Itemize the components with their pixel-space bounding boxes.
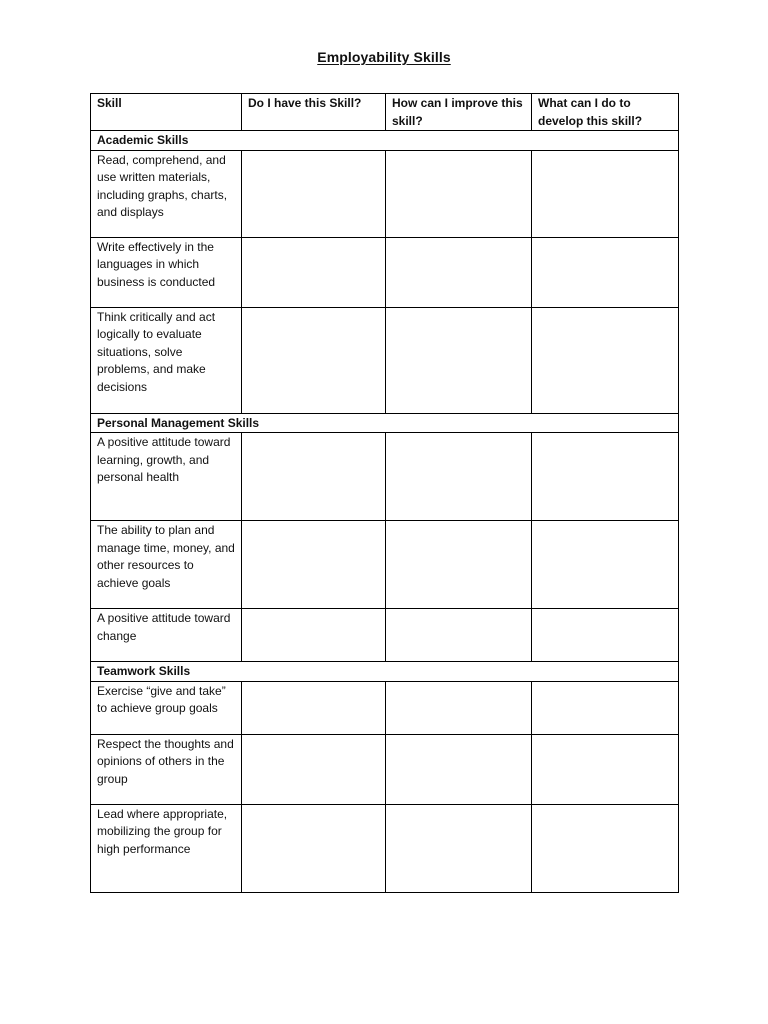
have-skill-cell[interactable]: [242, 804, 386, 892]
table-row: [91, 433, 679, 521]
have-skill-cell[interactable]: [242, 734, 386, 804]
header-have-skill: Do I have this Skill?: [242, 94, 386, 131]
have-skill-cell[interactable]: [242, 150, 386, 237]
skill-cell: A positive attitude toward learning, growth, and personal health: [91, 433, 242, 521]
have-skill-cell[interactable]: [242, 307, 386, 413]
skill-cell: Read, comprehend, and use written materials, including graphs, charts, and displays: [91, 150, 242, 237]
skills-table: [90, 93, 679, 893]
improve-skill-cell[interactable]: [386, 150, 532, 237]
table-row: [91, 307, 679, 413]
section-label: Personal Management Skills: [91, 413, 679, 433]
table-row: [91, 150, 679, 237]
improve-skill-cell[interactable]: [386, 734, 532, 804]
improve-skill-cell[interactable]: [386, 521, 532, 609]
have-skill-cell[interactable]: [242, 237, 386, 307]
section-label: Teamwork Skills: [91, 662, 679, 682]
page-title: Employability Skills: [317, 49, 451, 65]
develop-skill-cell[interactable]: [532, 804, 679, 892]
header-improve-skill: How can I improve this skill?: [386, 94, 532, 131]
have-skill-cell[interactable]: [242, 681, 386, 734]
skill-cell: Respect the thoughts and opinions of others in the group: [91, 734, 242, 804]
improve-skill-cell[interactable]: [386, 804, 532, 892]
table-row: [91, 804, 679, 892]
have-skill-cell[interactable]: [242, 609, 386, 662]
have-skill-cell[interactable]: [242, 521, 386, 609]
table-row: [91, 237, 679, 307]
improve-skill-cell[interactable]: [386, 307, 532, 413]
header-develop-skill: What can I do to develop this skill?: [532, 94, 679, 131]
section-row-teamwork: [91, 662, 679, 682]
skill-cell: Think critically and act logically to evaluate situations, solve problems, and make decisions: [91, 307, 242, 413]
section-label: Academic Skills: [91, 131, 679, 151]
have-skill-cell[interactable]: [242, 433, 386, 521]
improve-skill-cell[interactable]: [386, 681, 532, 734]
skill-cell: Exercise “give and take” to achieve group goals: [91, 681, 242, 734]
develop-skill-cell[interactable]: [532, 237, 679, 307]
develop-skill-cell[interactable]: [532, 681, 679, 734]
develop-skill-cell[interactable]: [532, 734, 679, 804]
improve-skill-cell[interactable]: [386, 237, 532, 307]
improve-skill-cell[interactable]: [386, 609, 532, 662]
develop-skill-cell[interactable]: [532, 307, 679, 413]
section-row-personal-management: [91, 413, 679, 433]
table-row: [91, 609, 679, 662]
table-row: [91, 681, 679, 734]
table-row: [91, 521, 679, 609]
skill-cell: Lead where appropriate, mobilizing the group for high performance: [91, 804, 242, 892]
develop-skill-cell[interactable]: [532, 150, 679, 237]
skill-cell: Write effectively in the languages in which business is conducted: [91, 237, 242, 307]
develop-skill-cell[interactable]: [532, 521, 679, 609]
table-header-row: [91, 94, 679, 131]
skill-cell: The ability to plan and manage time, money, and other resources to achieve goals: [91, 521, 242, 609]
develop-skill-cell[interactable]: [532, 609, 679, 662]
improve-skill-cell[interactable]: [386, 433, 532, 521]
develop-skill-cell[interactable]: [532, 433, 679, 521]
table-row: [91, 734, 679, 804]
header-skill: Skill: [91, 94, 242, 131]
skill-cell: A positive attitude toward change: [91, 609, 242, 662]
section-row-academic: [91, 131, 679, 151]
